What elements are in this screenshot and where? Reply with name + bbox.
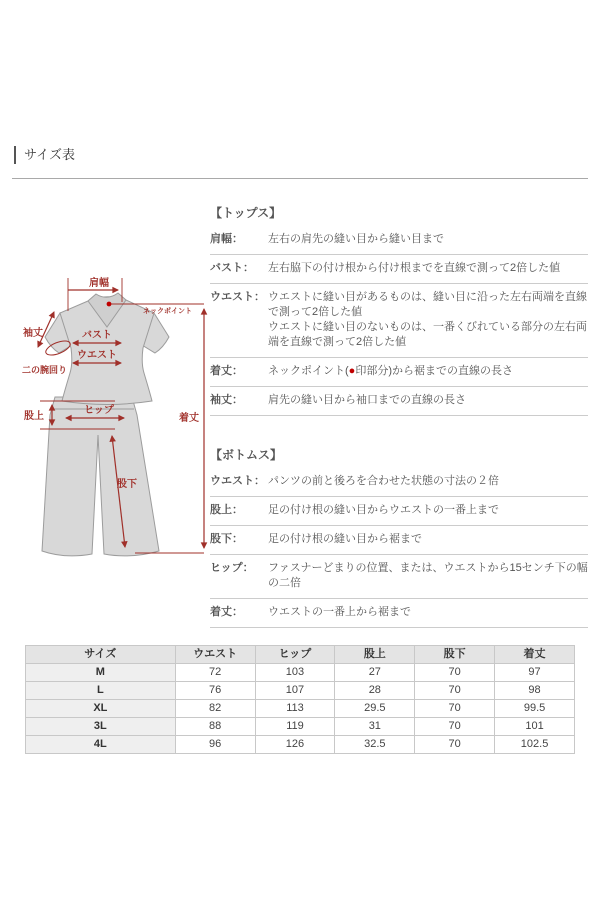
length-desc-pre: ネックポイント( xyxy=(268,365,349,377)
guide-label: 股下： xyxy=(210,533,243,545)
label-upper-arm: 二の腕回り xyxy=(22,365,68,375)
guide-desc: ウエストの一番上から裾まで xyxy=(268,606,411,618)
table-row-3l xyxy=(26,718,575,736)
value-cell: 28 xyxy=(335,682,415,700)
value-cell: 29.5 xyxy=(335,700,415,718)
label-inseam: 股下 xyxy=(117,479,137,490)
label-rise: 股上 xyxy=(24,411,44,422)
value-cell: 98 xyxy=(495,682,575,700)
guide-label: 肩幅： xyxy=(210,233,243,245)
guide-row-length-bottoms xyxy=(210,599,588,628)
value-cell: 96 xyxy=(175,736,255,754)
value-cell: 99.5 xyxy=(495,700,575,718)
neck-point-dot xyxy=(107,302,112,307)
table-row-4l xyxy=(26,736,575,754)
guide-row-length xyxy=(210,358,588,387)
header-waist: ウエスト xyxy=(175,646,255,664)
guide-label: バスト： xyxy=(210,262,254,274)
waist-desc-seamed: ウエストに縫い目があるものは、縫い目に沿った左右両端を直線で測って2倍した値 xyxy=(268,291,587,318)
red-dot-mark: ● xyxy=(348,365,356,377)
header-inseam: 股下 xyxy=(415,646,495,664)
value-cell: 76 xyxy=(175,682,255,700)
guide-label: 着丈： xyxy=(210,365,243,377)
guide-row-hip xyxy=(210,555,588,599)
page-title: サイズ表 xyxy=(14,146,75,164)
value-cell: 70 xyxy=(415,664,495,682)
value-cell: 82 xyxy=(175,700,255,718)
value-cell: 88 xyxy=(175,718,255,736)
guide-desc: 足の付け根の縫い目からウエストの一番上まで xyxy=(268,504,499,516)
size-cell: 3L xyxy=(26,718,176,736)
guide-desc: 肩先の縫い目から袖口までの直線の長さ xyxy=(268,394,466,406)
tops-guide-section xyxy=(210,204,588,416)
value-cell: 32.5 xyxy=(335,736,415,754)
label-hip: ヒップ xyxy=(84,405,114,416)
value-cell: 103 xyxy=(255,664,335,682)
size-cell: M xyxy=(26,664,176,682)
value-cell: 27 xyxy=(335,664,415,682)
value-cell: 113 xyxy=(255,700,335,718)
guide-label: ウエスト： xyxy=(210,475,265,487)
size-table-header-row xyxy=(26,646,575,664)
guide-desc: 左右の肩先の縫い目から縫い目まで xyxy=(268,233,444,245)
bottoms-heading: 【ボトムス】 xyxy=(210,448,283,462)
table-row-xl xyxy=(26,700,575,718)
guide-label: ヒップ： xyxy=(210,562,254,574)
table-row-l xyxy=(26,682,575,700)
value-cell: 126 xyxy=(255,736,335,754)
value-cell: 72 xyxy=(175,664,255,682)
guide-desc: 足の付け根の縫い目から裾まで xyxy=(268,533,422,545)
label-sleeve-length: 袖丈 xyxy=(23,328,43,339)
label-waist: ウエスト xyxy=(77,350,117,361)
waist-desc-unseamed: ウエストに縫い目のないものは、一番くびれている部分の左右両端を直線で測って2倍した値 xyxy=(268,321,587,348)
guide-row-waist-bottoms xyxy=(210,468,588,497)
header-size: サイズ xyxy=(26,646,176,664)
guide-row-shoulder-width xyxy=(210,226,588,255)
label-length: 着丈 xyxy=(179,413,199,424)
value-cell: 70 xyxy=(415,700,495,718)
guide-desc: ファスナーどまりの位置、または、ウエストから15センチ下の幅の二倍 xyxy=(268,562,588,589)
label-shoulder-width: 肩幅 xyxy=(89,278,109,289)
value-cell: 31 xyxy=(335,718,415,736)
guide-label: 股上： xyxy=(210,504,243,516)
value-cell: 107 xyxy=(255,682,335,700)
size-cell: XL xyxy=(26,700,176,718)
value-cell: 70 xyxy=(415,736,495,754)
guide-desc xyxy=(268,364,588,379)
value-cell: 70 xyxy=(415,718,495,736)
label-bust: バスト xyxy=(82,330,112,341)
size-table xyxy=(25,645,575,754)
length-desc-post: 印部分)から裾までの直線の長さ xyxy=(355,365,513,377)
guide-row-rise xyxy=(210,497,588,526)
tops-heading: 【トップス】 xyxy=(210,206,282,220)
size-cell: L xyxy=(26,682,176,700)
value-cell: 101 xyxy=(495,718,575,736)
pants-shape xyxy=(42,397,159,556)
guide-label: 着丈： xyxy=(210,606,243,618)
guide-row-sleeve-length xyxy=(210,387,588,416)
guide-desc: パンツの前と後ろを合わせた状態の寸法の２倍 xyxy=(268,475,499,487)
title-divider xyxy=(12,178,588,179)
label-neck-point: ネックポイント xyxy=(143,308,192,315)
guide-row-waist xyxy=(210,284,588,358)
guide-row-inseam xyxy=(210,526,588,555)
table-row-m xyxy=(26,664,575,682)
header-hip: ヒップ xyxy=(255,646,335,664)
guide-desc: 左右脇下の付け根から付け根までを直線で測って2倍した値 xyxy=(268,262,561,274)
value-cell: 102.5 xyxy=(495,736,575,754)
guide-row-bust xyxy=(210,255,588,284)
value-cell: 97 xyxy=(495,664,575,682)
guide-desc xyxy=(268,290,588,350)
measurement-diagram-illustration xyxy=(15,245,215,580)
bottoms-guide-section xyxy=(210,446,588,628)
guide-label: 袖丈： xyxy=(210,394,243,406)
guide-label: ウエスト： xyxy=(210,291,265,303)
value-cell: 119 xyxy=(255,718,335,736)
header-rise: 股上 xyxy=(335,646,415,664)
header-length: 着丈 xyxy=(495,646,575,664)
size-cell: 4L xyxy=(26,736,176,754)
value-cell: 70 xyxy=(415,682,495,700)
